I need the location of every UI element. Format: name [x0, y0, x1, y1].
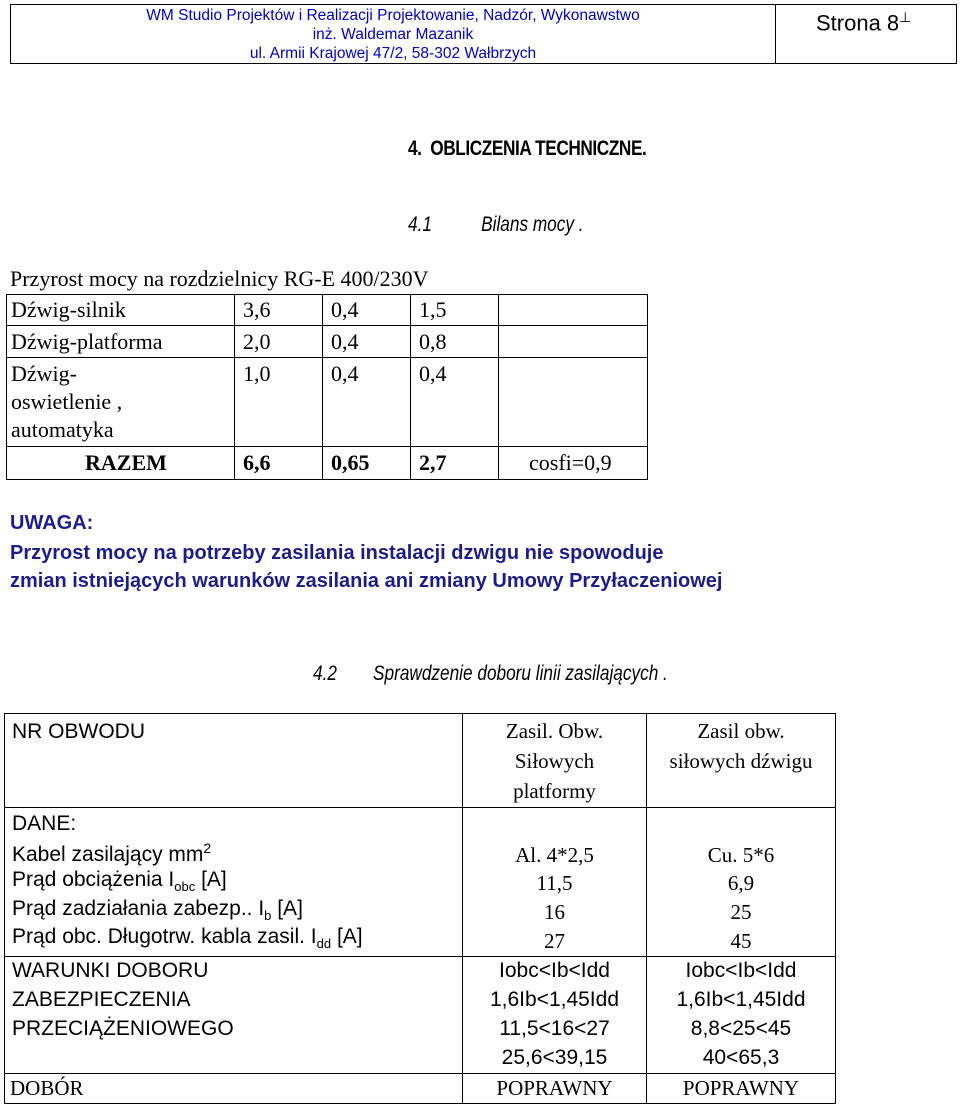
column-lift-line1: Zasil obw. — [697, 719, 785, 743]
table-cell — [498, 294, 648, 326]
row-value-demand: 0,4 — [419, 361, 447, 386]
row-name: Dźwig-platforma — [11, 329, 163, 354]
conditions-lift-line4: 40<65,3 — [702, 1046, 780, 1069]
result-platform: POPRAWNY — [496, 1076, 613, 1100]
row-name: Dźwig-silnik — [11, 297, 126, 322]
load-current-subscript: obc — [174, 879, 196, 895]
trip-current-subscript: b — [264, 908, 272, 924]
header-page-box — [775, 4, 957, 64]
conditions-lift-line3: 8,8<25<45 — [690, 1017, 792, 1040]
row-value-power: 3,6 — [243, 297, 271, 322]
table-cell — [322, 325, 411, 358]
table-cell — [6, 325, 235, 358]
total-factor: 0,65 — [331, 450, 370, 475]
column-platform-line2: Siłowych — [514, 749, 595, 773]
section-42-title: Sprawdzenie doboru linii zasilających . — [373, 662, 668, 685]
table-cell — [234, 357, 323, 447]
row-value-factor: 0,4 — [331, 329, 359, 354]
row-value-power: 1,0 — [243, 361, 271, 386]
row-name: oswietlenie , — [11, 389, 123, 414]
section-42-heading — [313, 662, 668, 686]
row-value-demand: 0,8 — [419, 329, 447, 354]
table-cell — [410, 446, 499, 480]
continuous-current-label — [12, 925, 363, 951]
note-line-2: zmian istniejących warunków zasilania ani zmiany Umowy Przyłaczeniowej — [10, 570, 723, 592]
load-current-platform: 11,5 — [536, 871, 573, 895]
trip-current-platform: 16 — [544, 900, 565, 924]
section-41-title: Bilans mocy . — [481, 213, 584, 236]
page-number — [816, 9, 911, 36]
total-demand: 2,7 — [419, 450, 447, 475]
continuous-current-platform: 27 — [544, 929, 565, 953]
row-value-demand: 1,5 — [419, 297, 447, 322]
table-cell — [410, 294, 499, 326]
table-cell — [6, 294, 235, 326]
note-line-1: Przyrost mocy na potrzeby zasilania instalacji dzwigu nie spowoduje — [10, 542, 664, 564]
page-field-mark: ⊥ — [899, 9, 912, 25]
cable-lift: Cu. 5*6 — [707, 843, 775, 867]
row-value-factor: 0,4 — [331, 361, 359, 386]
load-current-unit: [A] — [195, 868, 227, 891]
conditions-platform-line4: 25,6<39,15 — [501, 1046, 608, 1069]
trip-current-text: Prąd zadziałania zabezp.. I — [12, 897, 265, 920]
conditions-platform-line1: Iobc<Ib<Idd — [499, 959, 610, 982]
header-company-name: WM Studio Projektów i Realizacji Projektowanie, Nadzór, Wykonawstwo — [146, 7, 640, 24]
cable-label-text: Kabel zasilający mm — [12, 843, 204, 866]
trip-current-lift: 25 — [730, 900, 752, 924]
table-cell — [498, 446, 648, 480]
conditions-platform-line3: 11,5<16<27 — [499, 1017, 610, 1040]
section-42-number: 4.2 — [313, 662, 337, 685]
circuit-number-label: NR OBWODU — [12, 720, 145, 743]
table-cell — [234, 325, 323, 358]
header-engineer-name: inż. Waldemar Mazanik — [312, 26, 474, 43]
table-cell — [6, 357, 235, 447]
table-cell — [410, 325, 499, 358]
cable-unit-exponent: 2 — [203, 840, 212, 856]
conditions-label-line2: ZABEZPIECZENIA — [12, 988, 191, 1011]
total-power: 6,6 — [243, 450, 271, 475]
continuous-current-lift: 45 — [730, 929, 752, 953]
column-platform-line1: Zasil. Obw. — [505, 719, 604, 743]
load-current-lift: 6,9 — [727, 871, 755, 895]
table-cell — [322, 294, 411, 326]
table-cell — [6, 446, 235, 480]
section-4-heading — [408, 137, 646, 161]
total-label: RAZEM — [85, 450, 167, 475]
table-cell — [322, 446, 411, 480]
conditions-label-line1: WARUNKI DOBORU — [12, 959, 209, 982]
conditions-platform-line2: 1,6Ib<1,45Idd — [489, 988, 620, 1011]
section-41-heading — [408, 213, 584, 237]
conditions-lift-line2: 1,6Ib<1,45Idd — [676, 988, 806, 1011]
note-label: UWAGA: — [10, 512, 94, 534]
header-address: ul. Armii Krajowej 47/2, 58-302 Wałbrzych — [249, 45, 537, 62]
power-table-title: Przyrost mocy na rozdzielnicy RG-E 400/230V — [10, 266, 429, 291]
section-4-number: 4. — [408, 137, 422, 160]
header-company-box — [10, 4, 776, 64]
continuous-current-unit: [A] — [331, 925, 363, 948]
trip-current-label — [12, 897, 303, 923]
conditions-lift-line1: Iobc<Ib<Idd — [685, 959, 797, 982]
page-number-label: Strona 8 — [816, 10, 900, 36]
cosfi-value: cosfi=0,9 — [529, 450, 612, 475]
table-cell — [498, 325, 648, 358]
continuous-current-subscript: dd — [316, 936, 332, 952]
load-current-label — [12, 868, 227, 894]
load-current-text: Prąd obciążenia I — [12, 868, 175, 891]
table-cell — [498, 357, 648, 447]
row-name: automatyka — [11, 417, 114, 442]
section-41-number: 4.1 — [408, 213, 432, 236]
table-cell — [234, 294, 323, 326]
cable-platform: Al. 4*2,5 — [515, 843, 594, 867]
table-cell — [410, 357, 499, 447]
column-platform-line3: platformy — [513, 779, 596, 803]
section-4-title: OBLICZENIA TECHNICZNE. — [430, 137, 647, 160]
result-label: DOBÓR — [10, 1076, 84, 1100]
result-lift: POPRAWNY — [682, 1076, 800, 1100]
cable-label — [12, 840, 211, 867]
row-value-factor: 0,4 — [331, 297, 359, 322]
table-cell — [322, 357, 411, 447]
row-name: Dźwig- — [11, 361, 77, 386]
data-label: DANE: — [12, 812, 77, 835]
column-lift-line2: siłowych dźwigu — [669, 749, 813, 773]
table-cell — [234, 446, 323, 480]
conditions-label-line3: PRZECIĄŻENIOWEGO — [12, 1017, 234, 1040]
trip-current-unit: [A] — [271, 897, 303, 920]
continuous-current-text: Prąd obc. Długotrw. kabla zasil. I — [12, 925, 317, 948]
row-value-power: 2,0 — [243, 329, 271, 354]
